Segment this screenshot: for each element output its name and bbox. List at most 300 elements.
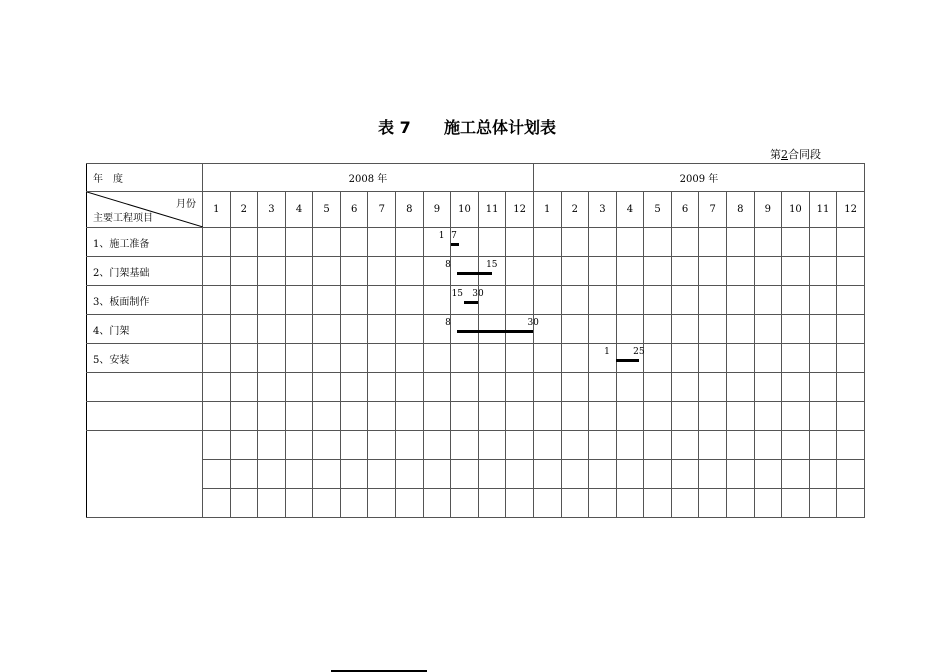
month-cell [561, 315, 589, 344]
month-cell [451, 257, 479, 286]
year-header-cell: 年 度 [87, 164, 203, 192]
item-cell: 1、施工准备 [87, 228, 203, 257]
bar-start-label: 8 [445, 318, 451, 329]
month-cell [644, 257, 672, 286]
month-cell [340, 257, 368, 286]
item-cell: 2、门架基础 [87, 257, 203, 286]
month-2008-12: 12 [506, 192, 534, 228]
month-cell [506, 431, 534, 460]
month-cell [340, 344, 368, 373]
month-cell [506, 286, 534, 315]
month-cell [644, 373, 672, 402]
month-2009-3: 3 [589, 192, 617, 228]
month-2009-7: 7 [699, 192, 727, 228]
month-cell [230, 286, 258, 315]
month-cell [203, 286, 231, 315]
month-cell [782, 373, 810, 402]
month-cell [754, 315, 782, 344]
month-cell [726, 344, 754, 373]
table-row [87, 402, 865, 431]
month-cell [451, 228, 479, 257]
month-cell [396, 344, 424, 373]
month-cell [809, 228, 837, 257]
item-cell [87, 402, 203, 431]
month-2009-11: 11 [809, 192, 837, 228]
month-cell [506, 402, 534, 431]
month-cell [396, 460, 424, 489]
month-cell [671, 286, 699, 315]
month-cell [285, 489, 313, 518]
month-cell [782, 460, 810, 489]
month-cell [313, 402, 341, 431]
item-label: 主要工程项目 [93, 213, 153, 224]
month-cell [230, 460, 258, 489]
bar-end-label: 30 [527, 318, 539, 329]
month-cell [809, 402, 837, 431]
month-cell [451, 402, 479, 431]
month-cell [837, 344, 865, 373]
month-cell [340, 373, 368, 402]
month-2008-6: 6 [340, 192, 368, 228]
table-row [87, 257, 865, 286]
month-2009-10: 10 [782, 192, 810, 228]
month-cell [699, 344, 727, 373]
month-cell [533, 228, 561, 257]
month-cell [754, 460, 782, 489]
month-cell [368, 431, 396, 460]
month-cell [616, 257, 644, 286]
month-cell [451, 315, 479, 344]
month-cell [396, 228, 424, 257]
month-cell [340, 460, 368, 489]
month-cell [616, 460, 644, 489]
month-cell [533, 460, 561, 489]
year-2009-cell: 2009 年 [533, 164, 864, 192]
month-cell [230, 257, 258, 286]
month-cell [313, 489, 341, 518]
month-cell [423, 431, 451, 460]
month-cell [478, 257, 506, 286]
month-cell [451, 460, 479, 489]
month-cell [616, 315, 644, 344]
month-cell [754, 257, 782, 286]
month-cell [451, 431, 479, 460]
month-cell [533, 402, 561, 431]
month-cell [313, 344, 341, 373]
month-cell [589, 228, 617, 257]
item-cell: 4、门架 [87, 315, 203, 344]
month-cell [782, 344, 810, 373]
month-cell [506, 344, 534, 373]
month-cell [533, 257, 561, 286]
month-cell [368, 257, 396, 286]
bar-end-label: 15 [486, 260, 498, 271]
month-cell [589, 431, 617, 460]
month-cell [561, 402, 589, 431]
month-2008-10: 10 [451, 192, 479, 228]
month-cell [285, 344, 313, 373]
month-cell [561, 431, 589, 460]
month-cell [423, 315, 451, 344]
month-cell [533, 373, 561, 402]
month-cell [478, 344, 506, 373]
month-cell [754, 228, 782, 257]
month-cell [809, 460, 837, 489]
month-cell [230, 431, 258, 460]
month-cell [782, 402, 810, 431]
month-cell [451, 344, 479, 373]
month-cell [533, 489, 561, 518]
table-row [87, 344, 865, 373]
diagonal-header-cell [87, 192, 203, 228]
month-cell [368, 373, 396, 402]
month-cell [423, 460, 451, 489]
month-cell [837, 228, 865, 257]
month-cell [699, 402, 727, 431]
month-2008-5: 5 [313, 192, 341, 228]
month-cell [258, 315, 286, 344]
month-cell [589, 402, 617, 431]
month-row [87, 192, 865, 228]
month-cell [340, 489, 368, 518]
month-2009-1: 1 [533, 192, 561, 228]
section-suffix: 合同段 [788, 148, 821, 161]
item-cell [87, 431, 203, 518]
month-cell [258, 286, 286, 315]
month-cell [699, 489, 727, 518]
month-cell [285, 431, 313, 460]
month-cell [671, 460, 699, 489]
month-2008-9: 9 [423, 192, 451, 228]
item-cell: 3、板面制作 [87, 286, 203, 315]
month-cell [589, 257, 617, 286]
month-cell [616, 489, 644, 518]
month-2009-5: 5 [644, 192, 672, 228]
month-cell [203, 460, 231, 489]
month-cell [671, 373, 699, 402]
month-cell [340, 431, 368, 460]
month-cell [396, 373, 424, 402]
month-cell [837, 286, 865, 315]
month-cell [258, 402, 286, 431]
month-cell [754, 431, 782, 460]
month-cell [506, 257, 534, 286]
bar-start-label: 8 [445, 260, 451, 271]
month-cell [285, 460, 313, 489]
month-cell [478, 402, 506, 431]
month-2008-3: 3 [258, 192, 286, 228]
month-cell [809, 344, 837, 373]
month-cell [368, 402, 396, 431]
month-cell [616, 228, 644, 257]
table-title: 施工总体计划表 [444, 118, 557, 137]
month-cell [396, 489, 424, 518]
month-cell [837, 373, 865, 402]
month-cell [368, 460, 396, 489]
month-cell [423, 257, 451, 286]
month-cell [699, 286, 727, 315]
month-cell [809, 373, 837, 402]
month-cell [726, 257, 754, 286]
bar-end-label: 25 [633, 347, 645, 358]
table-row [87, 431, 865, 460]
month-cell [699, 431, 727, 460]
month-cell [782, 431, 810, 460]
month-cell [671, 431, 699, 460]
month-cell [699, 315, 727, 344]
month-2008-1: 1 [203, 192, 231, 228]
month-cell [726, 373, 754, 402]
month-cell [561, 286, 589, 315]
month-cell [203, 373, 231, 402]
month-cell [726, 315, 754, 344]
bar-start-label: 1 [438, 231, 445, 242]
month-cell [616, 431, 644, 460]
month-cell [478, 431, 506, 460]
month-cell [313, 257, 341, 286]
month-cell [644, 402, 672, 431]
month-cell [671, 315, 699, 344]
month-cell [396, 286, 424, 315]
month-cell [285, 315, 313, 344]
month-cell [368, 344, 396, 373]
month-cell [754, 373, 782, 402]
month-cell [726, 286, 754, 315]
month-cell [230, 228, 258, 257]
month-2008-8: 8 [396, 192, 424, 228]
month-cell [258, 460, 286, 489]
month-cell [809, 431, 837, 460]
month-cell [423, 286, 451, 315]
month-cell [644, 431, 672, 460]
month-cell [809, 489, 837, 518]
month-cell [699, 373, 727, 402]
month-2009-12: 12 [837, 192, 865, 228]
month-2009-2: 2 [561, 192, 589, 228]
month-cell [589, 315, 617, 344]
month-cell [533, 344, 561, 373]
month-cell [726, 402, 754, 431]
month-cell [589, 489, 617, 518]
month-cell [478, 315, 506, 344]
table-row [87, 489, 865, 518]
month-cell [478, 286, 506, 315]
month-cell [368, 489, 396, 518]
month-cell [340, 228, 368, 257]
month-cell [699, 257, 727, 286]
month-cell [837, 315, 865, 344]
month-cell [616, 344, 644, 373]
month-2008-11: 11 [478, 192, 506, 228]
month-cell [230, 344, 258, 373]
month-cell [671, 489, 699, 518]
month-cell [451, 489, 479, 518]
month-cell [451, 373, 479, 402]
month-cell [561, 257, 589, 286]
month-cell [616, 402, 644, 431]
bar-end-label: 30 [472, 289, 484, 300]
month-cell [644, 315, 672, 344]
month-cell [313, 286, 341, 315]
month-cell [671, 344, 699, 373]
year-2008-cell: 2008 年 [203, 164, 534, 192]
month-cell [478, 373, 506, 402]
month-cell [837, 460, 865, 489]
month-2009-9: 9 [754, 192, 782, 228]
month-cell [396, 431, 424, 460]
section-number: 2 [781, 148, 788, 161]
month-cell [726, 460, 754, 489]
month-cell [478, 489, 506, 518]
month-cell [368, 315, 396, 344]
month-cell [809, 315, 837, 344]
section-prefix: 第 [770, 148, 781, 161]
month-cell [561, 460, 589, 489]
month-cell [809, 286, 837, 315]
bar-end-label: 7 [451, 231, 457, 242]
table-row [87, 373, 865, 402]
month-cell [423, 228, 451, 257]
month-cell [203, 228, 231, 257]
schedule-table [86, 163, 865, 518]
month-cell [258, 489, 286, 518]
month-cell [644, 344, 672, 373]
month-cell [203, 257, 231, 286]
month-cell [340, 402, 368, 431]
month-cell [699, 228, 727, 257]
month-2009-8: 8 [726, 192, 754, 228]
month-cell [230, 315, 258, 344]
month-cell [258, 431, 286, 460]
month-cell [671, 402, 699, 431]
month-cell [340, 315, 368, 344]
month-cell [837, 489, 865, 518]
month-cell [726, 489, 754, 518]
month-2009-6: 6 [671, 192, 699, 228]
month-cell [754, 489, 782, 518]
month-cell [561, 228, 589, 257]
month-cell [368, 286, 396, 315]
month-cell [726, 228, 754, 257]
month-2008-7: 7 [368, 192, 396, 228]
month-cell [230, 402, 258, 431]
month-cell [616, 373, 644, 402]
month-cell [837, 431, 865, 460]
month-cell [396, 257, 424, 286]
month-cell [285, 373, 313, 402]
month-cell [368, 228, 396, 257]
month-cell [203, 431, 231, 460]
month-cell [782, 228, 810, 257]
month-cell [589, 286, 617, 315]
month-cell [644, 460, 672, 489]
year-row [87, 164, 865, 192]
month-2009-4: 4 [616, 192, 644, 228]
month-cell [644, 489, 672, 518]
table-row [87, 228, 865, 257]
bar-start-label: 1 [604, 347, 610, 358]
month-cell [285, 402, 313, 431]
month-cell [589, 344, 617, 373]
month-cell [616, 286, 644, 315]
month-cell [258, 344, 286, 373]
table-row [87, 460, 865, 489]
month-cell [423, 373, 451, 402]
month-cell [506, 228, 534, 257]
month-cell [203, 489, 231, 518]
month-cell [644, 228, 672, 257]
month-cell [809, 257, 837, 286]
month-cell [203, 402, 231, 431]
month-cell [313, 431, 341, 460]
month-cell [478, 228, 506, 257]
month-cell [782, 286, 810, 315]
month-cell [561, 489, 589, 518]
month-label: 月份 [176, 199, 196, 210]
month-cell [423, 344, 451, 373]
month-cell [258, 257, 286, 286]
month-cell [478, 460, 506, 489]
month-cell [754, 344, 782, 373]
month-cell [589, 373, 617, 402]
month-cell [699, 460, 727, 489]
contract-section [770, 146, 821, 162]
item-cell [87, 373, 203, 402]
month-2008-2: 2 [230, 192, 258, 228]
month-cell [506, 315, 534, 344]
item-cell: 5、安装 [87, 344, 203, 373]
month-cell [837, 257, 865, 286]
month-cell [506, 460, 534, 489]
month-cell [230, 489, 258, 518]
month-cell [754, 402, 782, 431]
month-cell [561, 373, 589, 402]
month-cell [313, 315, 341, 344]
month-cell [589, 460, 617, 489]
month-cell [423, 402, 451, 431]
month-cell [396, 315, 424, 344]
month-cell [203, 315, 231, 344]
month-cell [533, 431, 561, 460]
month-cell [837, 402, 865, 431]
month-cell [754, 286, 782, 315]
month-2008-4: 4 [285, 192, 313, 228]
month-cell [782, 315, 810, 344]
month-cell [726, 431, 754, 460]
table-row [87, 315, 865, 344]
month-cell [313, 228, 341, 257]
table-row [87, 286, 865, 315]
month-cell [451, 286, 479, 315]
month-cell [258, 373, 286, 402]
month-cell [396, 402, 424, 431]
month-cell [506, 489, 534, 518]
month-cell [285, 286, 313, 315]
month-cell [533, 286, 561, 315]
month-cell [313, 373, 341, 402]
month-cell [203, 344, 231, 373]
month-cell [671, 228, 699, 257]
month-cell [561, 344, 589, 373]
month-cell [506, 373, 534, 402]
month-cell [671, 257, 699, 286]
month-cell [258, 228, 286, 257]
month-cell [533, 315, 561, 344]
month-cell [644, 286, 672, 315]
month-cell [313, 460, 341, 489]
month-cell [230, 373, 258, 402]
month-cell [782, 257, 810, 286]
